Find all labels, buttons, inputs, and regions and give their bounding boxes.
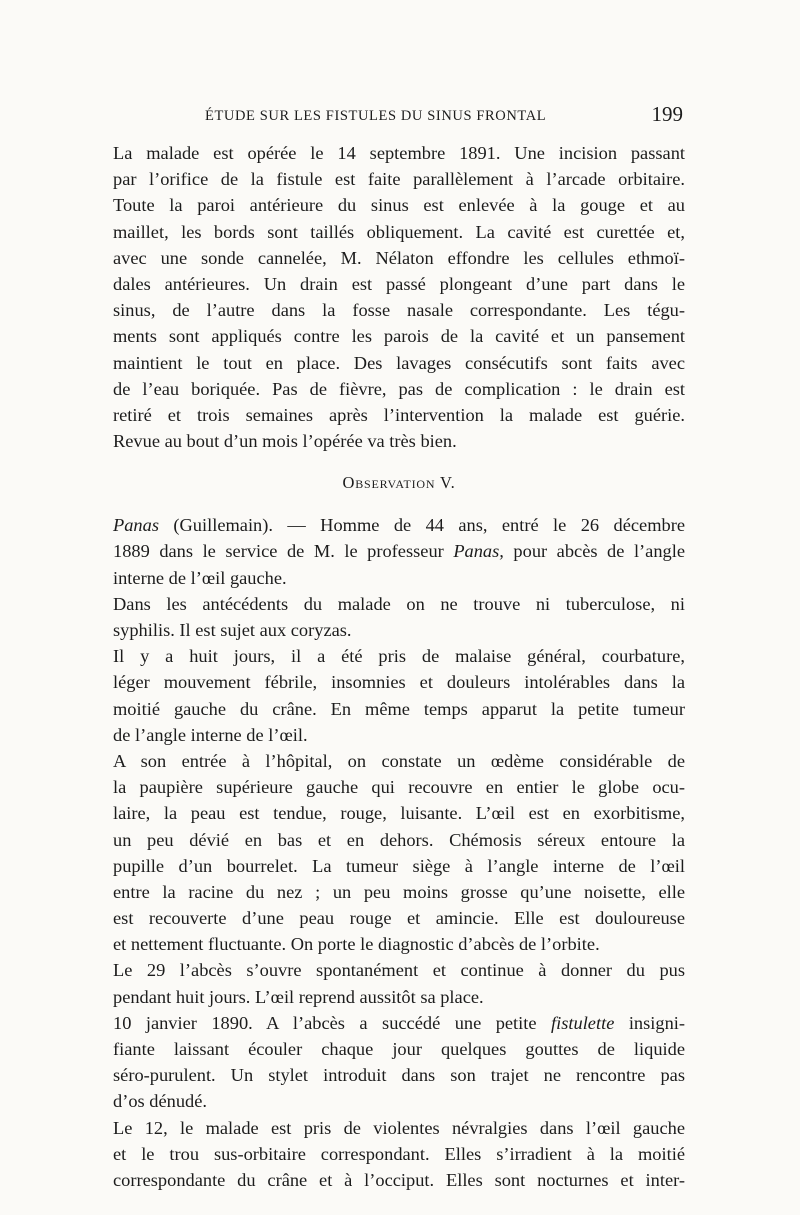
text-line: syphilis. Il est sujet aux coryzas. [113, 620, 352, 640]
body-text [113, 140, 685, 1193]
paragraph-operation [113, 140, 685, 454]
text-line: Il y a huit jours, il a été pris de malaise général, courbature, [113, 646, 685, 667]
text-line: La malade est opérée le 14 septembre 1891. Une incision passant [113, 143, 685, 163]
text-line: Le 12, le malade est pris de violentes névralgies dans l’œil gauche [113, 1117, 685, 1138]
text-line [113, 512, 685, 538]
text-line: la paupière supérieure gauche qui recouvre en entier le globe ocu- [113, 777, 685, 798]
text-segment: 1889 dans le service de M. le professeur [113, 541, 454, 562]
page-number: 199 [651, 102, 683, 126]
author-name: Panas, [453, 541, 504, 562]
text-line: maintient le tout en place. Des lavages consécutifs sont faits avec [113, 352, 685, 373]
text-line: Le 29 l’abcès s’ouvre spontanément et continue à donner du pus [113, 960, 685, 981]
text-line [113, 538, 685, 564]
text-line [113, 1010, 685, 1036]
text-line: et le trou sus-orbitaire correspondant. Elles s’irradient à la moitié [113, 1143, 685, 1164]
text-line: d’os dénudé. [113, 1091, 207, 1112]
text-line: maillet, les bords sont taillés obliquement. La cavité est curettée et, [113, 221, 685, 242]
text-line: pupille d’un bourrelet. La tumeur siège à l’angle interne de l’œil [113, 855, 685, 876]
paragraph-admission [113, 748, 685, 958]
text-line: Dans les antécédents du malade on ne trouve ni tuberculose, ni [113, 593, 685, 614]
text-line: et nettement fluctuante. On porte le diagnostic d’abcès de l’orbite. [113, 934, 600, 955]
paragraph-case-intro [113, 512, 685, 591]
text-line: un peu dévié en bas et en dehors. Chémosis séreux entoure la [113, 829, 685, 850]
text-line: A son entrée à l’hôpital, on constate un œdème considérable de [113, 750, 685, 771]
italic-term: fistulette [551, 1012, 615, 1033]
text-line: de l’angle interne de l’œil. [113, 724, 308, 745]
text-segment: 10 janvier 1890. A l’abcès a succédé une petite [113, 1012, 552, 1033]
text-line: Toute la paroi antérieure du sinus est enlevée à la gouge et au [113, 195, 685, 216]
text-line: avec une sonde cannelée, M. Nélaton effondre les cellules ethmoï- [113, 247, 685, 268]
text-line: Revue au bout d’un mois l’opérée va très bien. [113, 431, 457, 452]
author-name: Panas [113, 515, 159, 536]
paragraph-abscess-opens [113, 957, 685, 1009]
text-line: moitié gauche du crâne. En même temps apparut la petite tumeur [113, 698, 685, 719]
text-line: de l’eau boriquée. Pas de fièvre, pas de complication : le drain est [113, 378, 685, 399]
text-line: laire, la peau est tendue, rouge, luisante. L’œil est en exorbitisme, [113, 803, 685, 824]
observation-heading: Observation V. [342, 473, 456, 493]
text-line: correspondante du crâne et à l’occiput. Elles sont nocturnes et inter- [113, 1169, 685, 1190]
paragraph-antecedents [113, 591, 685, 643]
text-line: séro-purulent. Un stylet introduit dans son trajet ne rencontre pas [113, 1065, 685, 1086]
text-line: retiré et trois semaines après l’intervention la malade est guérie. [113, 404, 685, 425]
text-segment: (Guillemain). — Homme de 44 ans, entré le 26 décembre [158, 515, 685, 536]
running-title: ÉTUDE SUR LES FISTULES DU SINUS FRONTAL [205, 108, 547, 124]
paragraph-neuralgia [113, 1115, 685, 1194]
running-head [113, 104, 685, 132]
text-line: interne de l’œil gauche. [113, 567, 287, 588]
text-line: dales antérieures. Un drain est passé plongeant d’une part dans le [113, 273, 685, 294]
text-line: est recouverte d’une peau rouge et amincie. Elle est douloureuse [113, 908, 685, 929]
paragraph-fistula [113, 1010, 685, 1115]
text-line: pendant huit jours. L’œil reprend aussitôt sa place. [113, 986, 484, 1007]
text-segment: pour abcès de l’angle [503, 541, 686, 562]
text-line: entre la racine du nez ; un peu moins grosse qu’une noisette, elle [113, 881, 685, 902]
text-line: par l’orifice de la fistule est faite parallèlement à l’arcade orbitaire. [113, 169, 685, 190]
text-line: sinus, de l’autre dans la fosse nasale correspondante. Les tégu- [113, 300, 685, 321]
text-segment: insigni- [614, 1012, 686, 1033]
text-line: fiante laissant écouler chaque jour quelques gouttes de liquide [113, 1039, 685, 1059]
text-line: léger mouvement fébrile, insomnies et douleurs intolérables dans la [113, 672, 685, 693]
paragraph-onset [113, 643, 685, 748]
text-line: ments sont appliqués contre les parois de la cavité et un pansement [113, 326, 685, 347]
